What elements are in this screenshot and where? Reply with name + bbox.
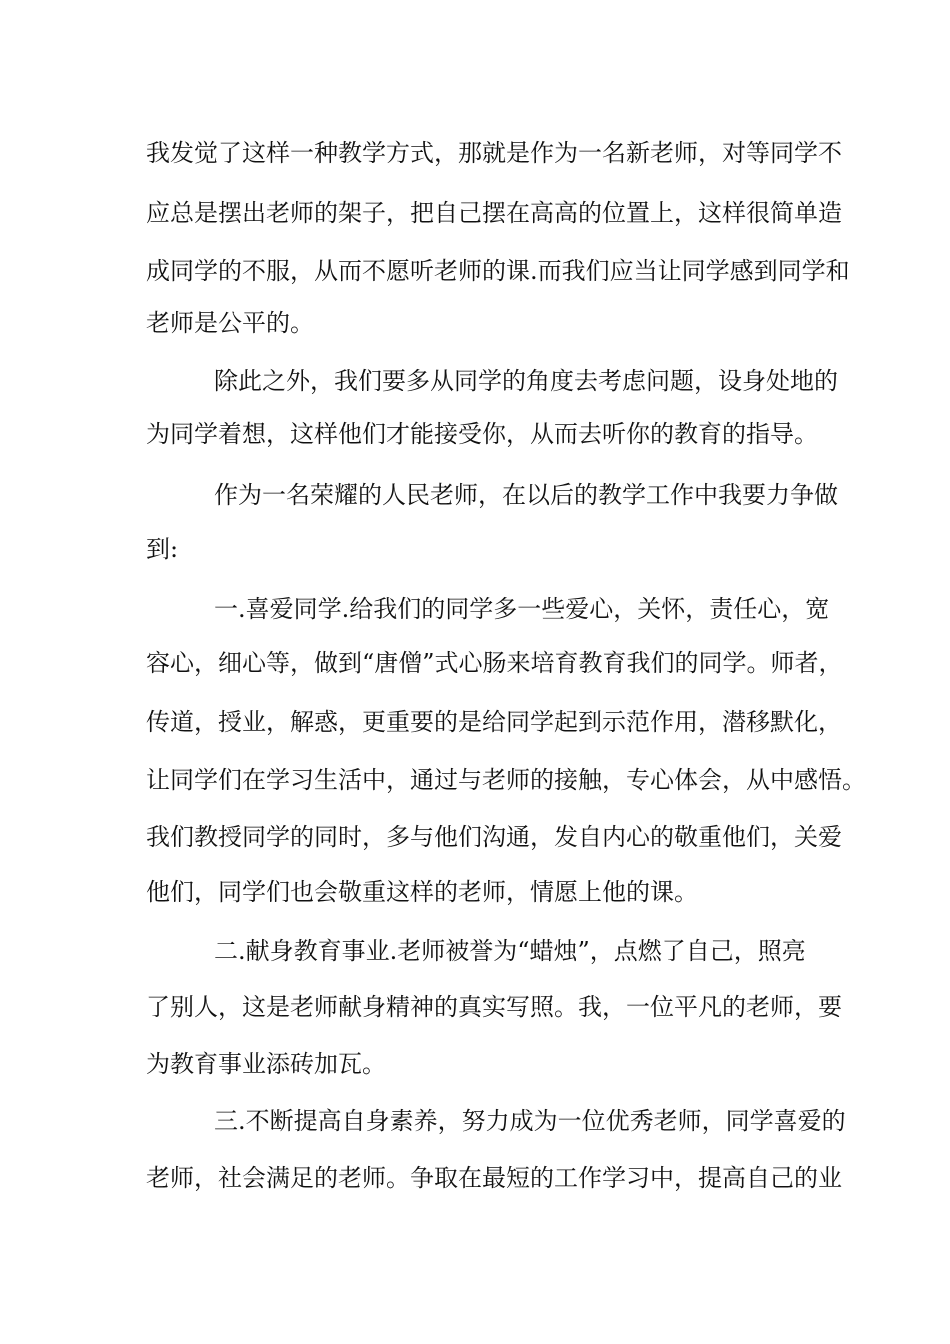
text-line-19: 老师，社会满足的老师。争取在最短的工作学习中，提高自己的业	[146, 1164, 842, 1192]
text-line-15: 二.献身教育事业.老师被誉为“蜡烛”，点燃了自己，照亮	[214, 937, 806, 965]
text-line-6: 为同学着想，这样他们才能接受你，从而去听你的教育的指导。	[146, 420, 818, 448]
text-line-7: 作为一名荣耀的人民老师，在以后的教学工作中我要力争做	[214, 481, 838, 509]
text-line-18: 三.不断提高自身素养，努力成为一位优秀老师，同学喜爱的	[214, 1107, 846, 1135]
text-line-13: 我们教授同学的同时，多与他们沟通，发自内心的敬重他们，关爱	[146, 823, 842, 851]
text-line-14: 他们，同学们也会敬重这样的老师，情愿上他的课。	[146, 878, 698, 906]
text-line-1: 我发觉了这样一种教学方式，那就是作为一名新老师，对等同学不	[146, 139, 842, 167]
text-line-4: 老师是公平的。	[146, 309, 314, 337]
text-line-5: 除此之外，我们要多从同学的角度去考虑问题，设身处地的	[214, 367, 838, 395]
text-line-12: 让同学们在学习生活中，通过与老师的接触，专心体会，从中感悟。	[146, 766, 866, 794]
text-line-11: 传道，授业，解惑，更重要的是给同学起到示范作用，潜移默化，	[146, 708, 842, 736]
text-line-8: 到:	[146, 535, 179, 563]
text-line-10: 容心，细心等，做到“唐僧”式心肠来培育教育我们的同学。师者，	[146, 649, 843, 677]
text-line-2: 应总是摆出老师的架子，把自己摆在高高的位置上，这样很简单造	[146, 199, 842, 227]
text-line-16: 了别人，这是老师献身精神的真实写照。我，一位平凡的老师，要	[146, 993, 842, 1021]
text-line-9: 一.喜爱同学.给我们的同学多一些爱心，关怀，责任心，宽	[214, 595, 830, 623]
text-line-17: 为教育事业添砖加瓦。	[146, 1050, 386, 1078]
text-line-3: 成同学的不服，从而不愿听老师的课.而我们应当让同学感到同学和	[146, 257, 850, 285]
